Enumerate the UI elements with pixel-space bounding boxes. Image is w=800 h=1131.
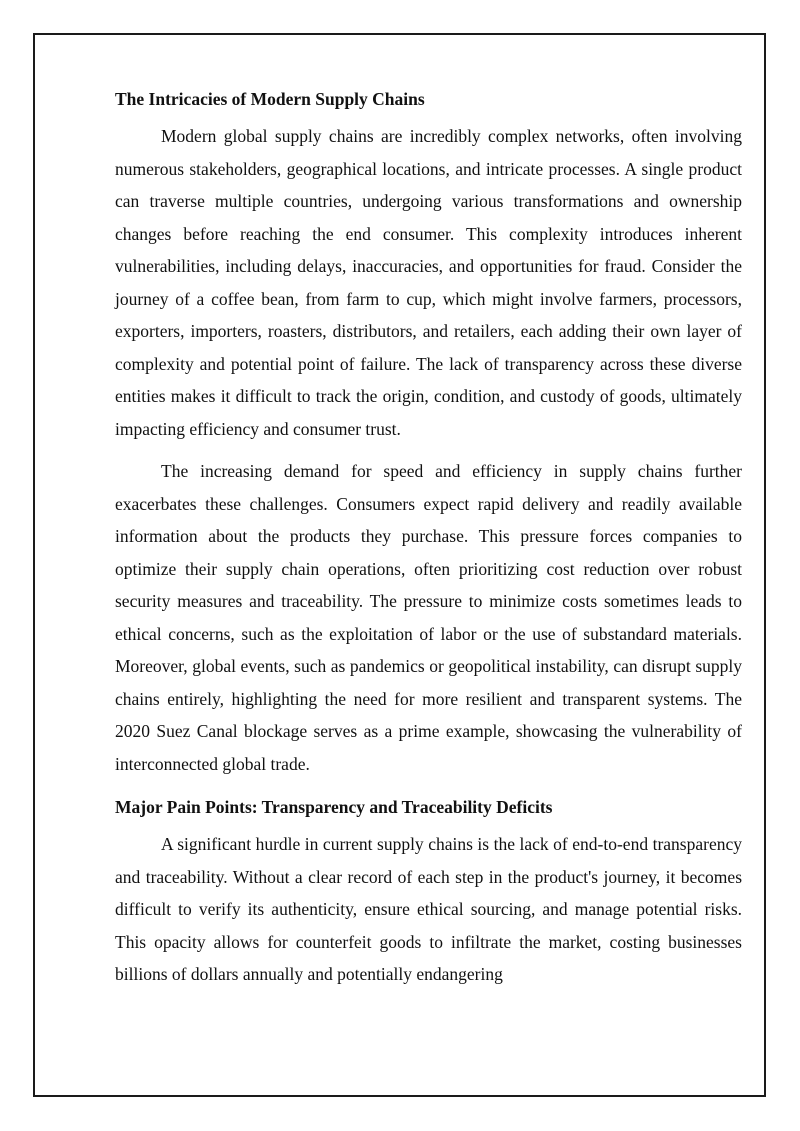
- document-body: [115, 86, 742, 1001]
- section-heading-supply-chains: The Intricacies of Modern Supply Chains: [115, 89, 425, 109]
- section-heading-pain-points: Major Pain Points: Transparency and Traceability Deficits: [115, 797, 553, 817]
- paragraph: Modern global supply chains are incredibly complex networks, often involving numerous stakeholders, geographical locations, and intricate processes. A single product can traverse multiple countries, undergoing various transformations and ownership changes before reaching the end consumer. This complexity introduces inherent vulnerabilities, including delays, inaccuracies, and opportunities for fraud. Consider the journey of a coffee bean, from farm to cup, which might involve farmers, processors, exporters, importers, roasters, distributors, and retailers, each adding their own layer of complexity and potential point of failure. The lack of transparency across these diverse entities makes it difficult to track the origin, condition, and custody of goods, ultimately impacting efficiency and consumer trust.: [115, 126, 742, 439]
- paragraph: A significant hurdle in current supply chains is the lack of end-to-end transparency and traceability. Without a clear record of each step in the product's journey, it becomes difficult to verify its authenticity, ensure ethical sourcing, and manage potential risks. This opacity allows for counterfeit goods to infiltrate the market, costing businesses billions of dollars annually and potentially endangering: [115, 834, 742, 984]
- paragraph: The increasing demand for speed and efficiency in supply chains further exacerbates these challenges. Consumers expect rapid delivery and readily available information about the products they purchase. This pressure forces companies to optimize their supply chain operations, often prioritizing cost reduction over robust security measures and traceability. The pressure to minimize costs sometimes leads to ethical concerns, such as the exploitation of labor or the use of substandard materials. Moreover, global events, such as pandemics or geopolitical instability, can disrupt supply chains entirely, highlighting the need for more resilient and transparent systems. The 2020 Suez Canal blockage serves as a prime example, showcasing the vulnerability of interconnected global trade.: [115, 461, 742, 774]
